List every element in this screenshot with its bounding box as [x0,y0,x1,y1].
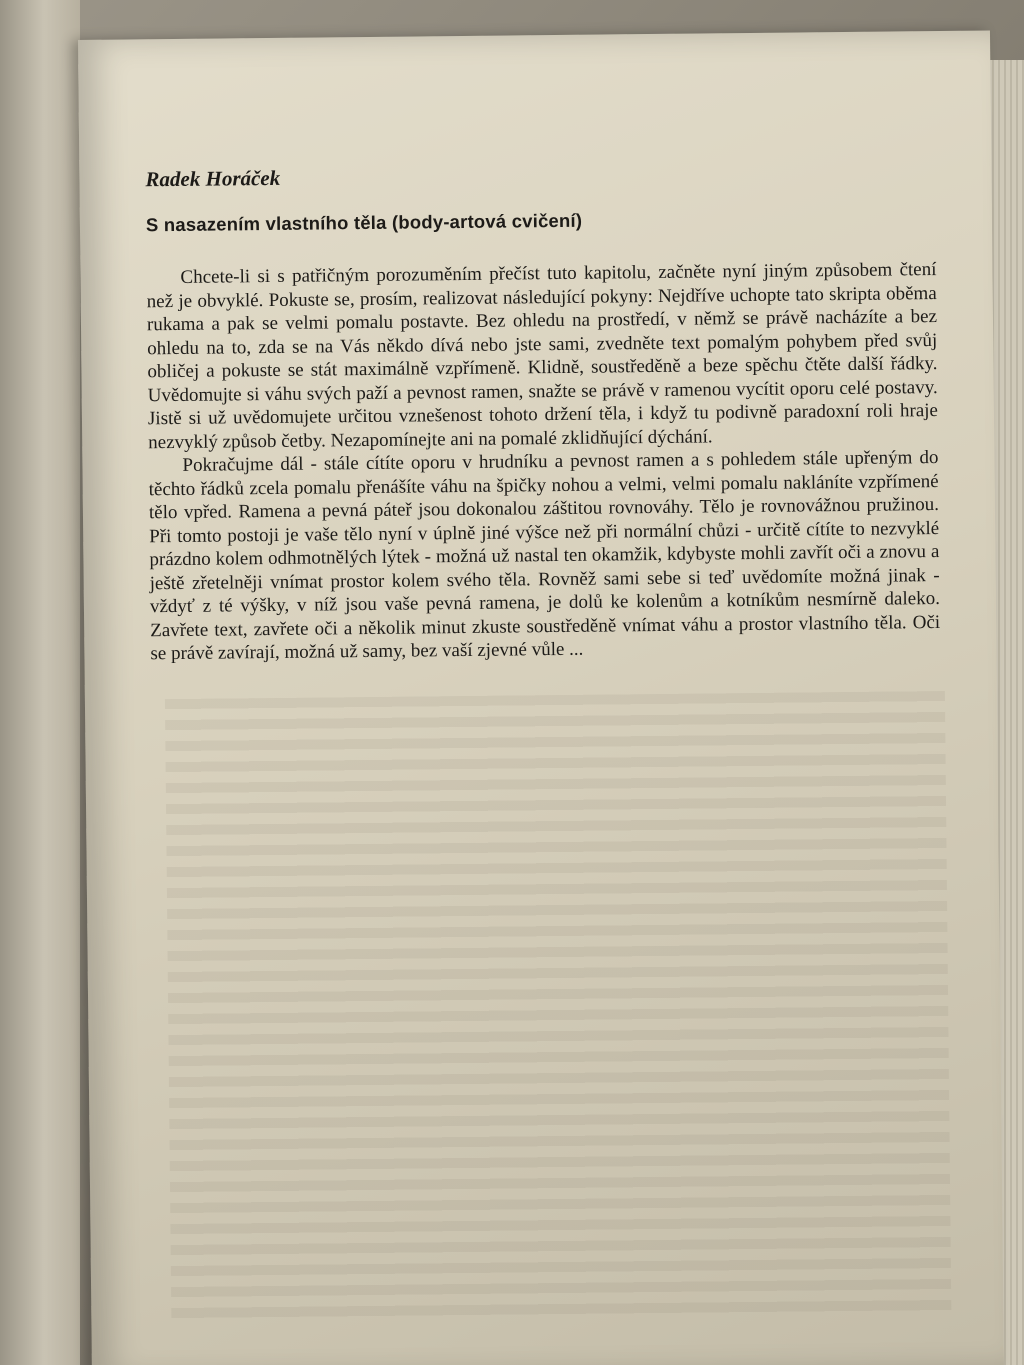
show-through-text [165,691,951,1319]
paragraph-1: Chcete-li si s patřičným porozuměním přečíst tuto kapitolu, začněte nyní jiným způsobem čtení než je obvyklé. Pokuste se, prosím, realizovat následující pokyny: Nejdříve uchopte tato skripta oběma rukama a pak se velmi pomalu postavte. Bez ohledu na prostředí, v němž se právě nacházíte a bez ohledu na to, zda se na Vás někdo dívá nebo jste sami, zvedněte text pomalým pohybem před svůj obličej a pokuste se stát maximálně vzpřímeně. Klidně, soustředěně a beze spěchu čtěte další řádky. Uvědomujte si váhu svých paží a pevnost ramen, snažte se právě v ramenou vycítit oporu celé postavy. Jistě si už uvědomujete určitou vznešenost tohoto držení těla, i když tu podivně paradoxní roli hraje nezvyklý způsob četby. Nezapomínejte ani na pomalé zklidňující dýchání. [146,259,939,453]
author-name: Radek Horáček [145,165,281,192]
chapter-title: S nasazením vlastního těla (body-artová cvičení) [145,209,583,236]
page-content [145,159,940,666]
paragraph-2: Pokračujme dál - stále cítíte oporu v hrudníku a pevnost ramen a s pohledem stále upřeným do těchto řádků zcela pomalu přenášíte váhu na špičky nohou a velmi, velmi pomalu nakláníte vzpřímené tělo vpřed. Ramena a pevná páteř jsou dokonalou záštitou rovnováhy. Tělo je rovnovážnou pružinou. Při tomto postoji je vaše tělo nyní v úplně jiné výšce než při normální chůzi - určitě cítíte to nezvyklé prázdno kolem odhmotnělých lýtek - možná už nastal ten okamžik, kdybyste mohli zavřít oči a znovu a ještě zřetelněji vnímat prostor kolem svého těla. Rovněž sami sebe si teď uvědomíte možná jinak - vždyť z té výšky, v níž jsou vaše pevná ramena, je dolů ke kolenům a kotníkům nesmírně daleko. Zavřete text, zavřete oči a několik minut zkuste soustředěně vnímat váhu a prostor vlastního těla. Oči se právě zavírají, možná už samy, bez vaší zjevné vůle ... [148,447,941,665]
previous-page-edge [0,0,80,1365]
body-text [146,258,940,666]
book-page [78,30,1004,1365]
